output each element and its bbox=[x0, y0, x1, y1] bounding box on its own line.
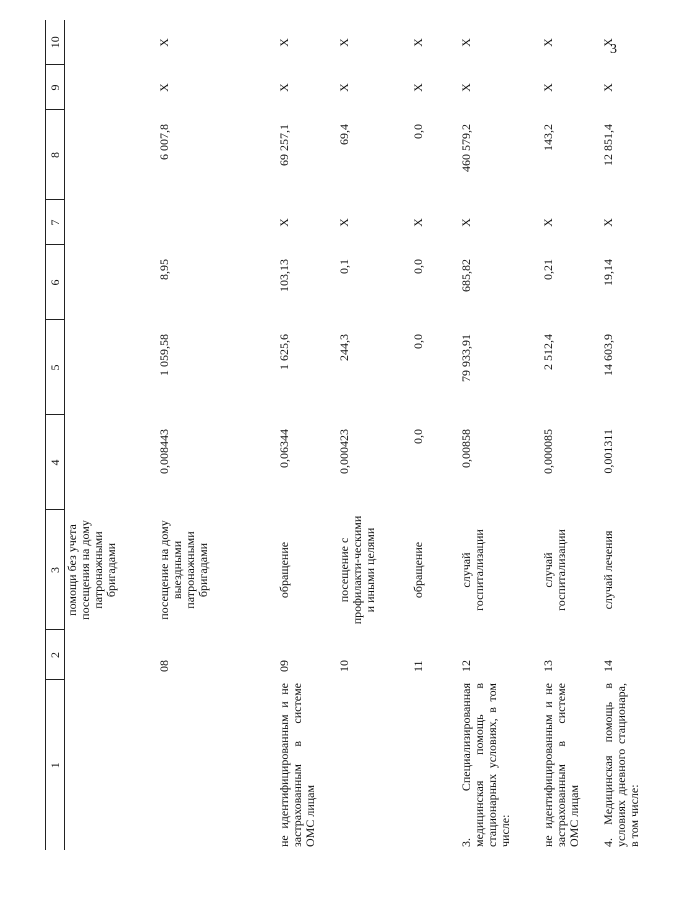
table-row bbox=[411, 20, 459, 850]
row-code: 08 bbox=[156, 660, 171, 672]
col9-value: X bbox=[600, 83, 615, 92]
column-number-8: 8 bbox=[46, 110, 65, 200]
norm-value: 0,000085 bbox=[540, 429, 555, 474]
col7-value: X bbox=[276, 218, 291, 227]
col10-value bbox=[65, 20, 157, 65]
total-value: 12 851,4 bbox=[600, 124, 615, 166]
row-label bbox=[411, 680, 459, 850]
column-number-6: 6 bbox=[46, 245, 65, 320]
column-number-10: 10 bbox=[46, 20, 65, 65]
norm-value: 0,001311 bbox=[600, 429, 615, 474]
column-number-3: 3 bbox=[46, 510, 65, 630]
col9-value bbox=[65, 65, 157, 110]
row-label: 4. Медицинская помощь в условиях дневного стационара, в том числе: bbox=[600, 683, 641, 847]
row-code: 10 bbox=[336, 660, 351, 672]
col10-value: X bbox=[276, 38, 291, 47]
table-row bbox=[337, 20, 411, 850]
column-number-7: 7 bbox=[46, 200, 65, 245]
table-row bbox=[601, 20, 681, 850]
row-label: не идентифицированным и не застрахованным в системе ОМС лицам bbox=[276, 683, 317, 847]
column-number-1: 1 bbox=[46, 680, 65, 850]
row-label bbox=[337, 680, 411, 850]
row-label bbox=[157, 680, 277, 850]
col9-value: X bbox=[410, 83, 425, 92]
col7-value: X bbox=[336, 218, 351, 227]
cost-value: 0,0 bbox=[410, 334, 425, 349]
row-label: 3. Специализированная медицинская помощь в стационарных условиях, в том числе: bbox=[458, 683, 512, 847]
unit-cell: случай госпитализации bbox=[540, 529, 568, 611]
table-row bbox=[459, 20, 541, 850]
row-code: 09 bbox=[276, 660, 291, 672]
col7-value: X bbox=[600, 218, 615, 227]
total-value: 0,0 bbox=[410, 124, 425, 139]
column-number-5: 5 bbox=[46, 320, 65, 415]
col7-value: X bbox=[540, 218, 555, 227]
cost-value: 2 512,4 bbox=[540, 334, 555, 370]
col10-value: X bbox=[540, 38, 555, 47]
cost-value: 79 933,91 bbox=[458, 334, 473, 382]
column-number-2: 2 bbox=[46, 630, 65, 680]
cost-value: 244,3 bbox=[336, 334, 351, 361]
row-code: 12 bbox=[458, 660, 473, 672]
unit-cell: обращение bbox=[410, 541, 425, 599]
total-value: 143,2 bbox=[540, 124, 555, 151]
col9-value: X bbox=[276, 83, 291, 92]
col10-value: X bbox=[410, 38, 425, 47]
col9-value: X bbox=[156, 83, 171, 92]
column-number-9: 9 bbox=[46, 65, 65, 110]
data-table bbox=[45, 20, 681, 850]
col10-value: X bbox=[600, 38, 615, 47]
norm-value: 0,000423 bbox=[336, 429, 351, 474]
row-code: 13 bbox=[540, 660, 555, 672]
row-code: 14 bbox=[600, 660, 615, 672]
col10-value: X bbox=[458, 38, 473, 47]
total-value: 69,4 bbox=[336, 124, 351, 145]
table-row bbox=[541, 20, 601, 850]
table-row bbox=[65, 20, 157, 850]
per-capita-value: 103,13 bbox=[276, 259, 291, 292]
row-code: 11 bbox=[410, 660, 425, 672]
unit-cell: посещение на дому выездными патронажными бригадами bbox=[156, 520, 210, 620]
cost-value: 1 059,58 bbox=[156, 334, 171, 376]
row-label: не идентифицированным и не застрахованным в системе ОМС лицам bbox=[540, 683, 581, 847]
unit-cell: обращение bbox=[276, 541, 291, 599]
col9-value: X bbox=[458, 83, 473, 92]
per-capita-value: 0,21 bbox=[540, 259, 555, 280]
norm-value: 0,06344 bbox=[276, 429, 291, 468]
per-capita-value: 0,0 bbox=[410, 259, 425, 274]
col9-value: X bbox=[540, 83, 555, 92]
norm-value: 0,008443 bbox=[156, 429, 171, 474]
table-row bbox=[277, 20, 337, 850]
norm-value bbox=[65, 415, 157, 510]
page-number: 3 bbox=[610, 42, 617, 57]
per-capita-value bbox=[65, 245, 157, 320]
unit-cell: случай лечения bbox=[600, 530, 615, 610]
total-value: 69 257,1 bbox=[276, 124, 291, 166]
norm-value: 0,00858 bbox=[458, 429, 473, 468]
per-capita-value: 19,14 bbox=[600, 259, 615, 286]
total-value: 6 007,8 bbox=[156, 124, 171, 160]
cost-value: 14 603,9 bbox=[600, 334, 615, 376]
table-body bbox=[46, 20, 681, 850]
column-number-4: 4 bbox=[46, 415, 65, 510]
table-row bbox=[157, 20, 277, 850]
row-code bbox=[65, 630, 157, 680]
total-value: 460 579,2 bbox=[458, 124, 473, 172]
cost-value bbox=[65, 320, 157, 415]
per-capita-value: 0,1 bbox=[336, 259, 351, 274]
unit-cell: посещение с профилакти-ческими и иными целями bbox=[336, 515, 377, 625]
col10-value: X bbox=[156, 38, 171, 47]
unit-cell: случай госпитализации bbox=[458, 529, 486, 611]
cost-value: 1 625,6 bbox=[276, 334, 291, 370]
row-label bbox=[65, 680, 157, 850]
col10-value: X bbox=[336, 38, 351, 47]
column-number-row bbox=[46, 20, 65, 850]
col7-value: X bbox=[458, 218, 473, 227]
per-capita-value: 8,95 bbox=[156, 259, 171, 280]
col7-value: X bbox=[410, 218, 425, 227]
total-value bbox=[65, 110, 157, 200]
col7-value bbox=[157, 200, 277, 245]
norm-value: 0,0 bbox=[410, 429, 425, 444]
col9-value: X bbox=[336, 83, 351, 92]
col7-value bbox=[65, 200, 157, 245]
unit-cell: помощи без учета посещения на дому патронажными бригадами bbox=[65, 520, 118, 620]
per-capita-value: 685,82 bbox=[458, 259, 473, 292]
